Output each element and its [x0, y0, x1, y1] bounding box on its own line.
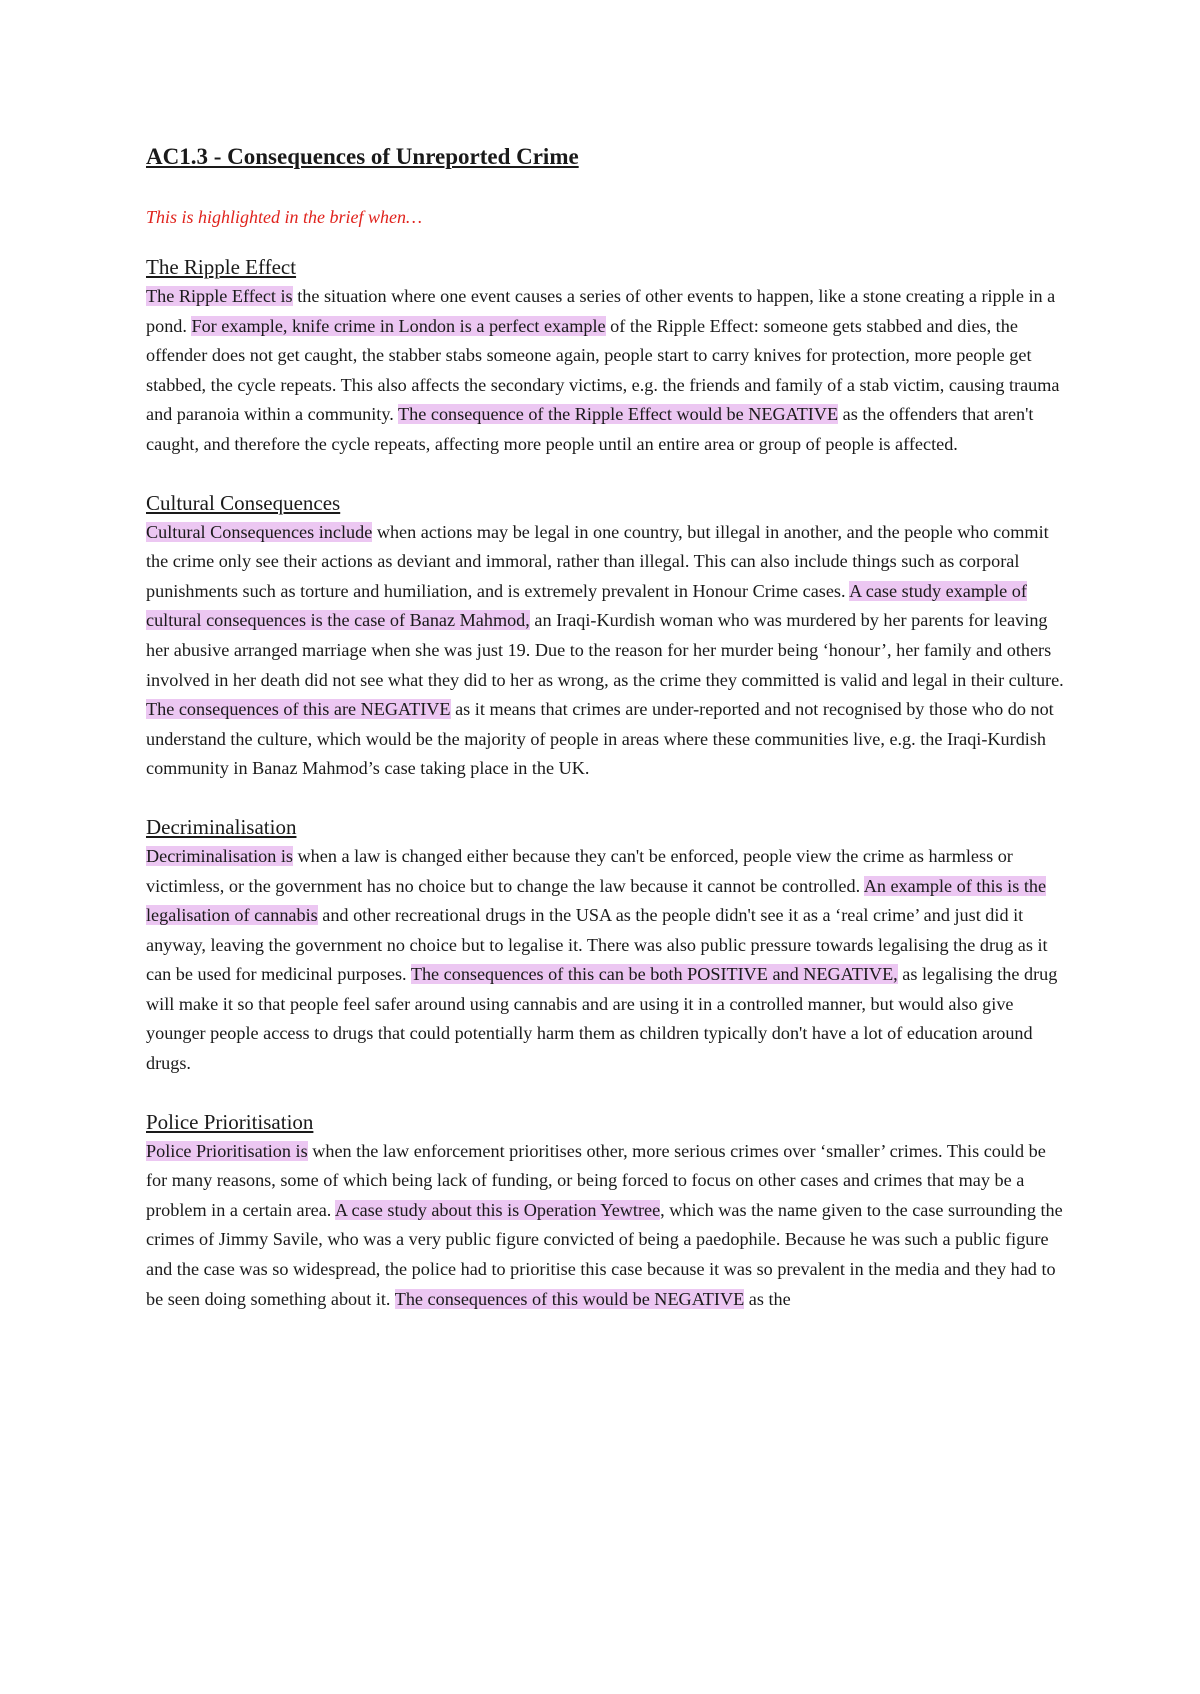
highlighted-text: An example of this is the legalisation of cannabis: [146, 875, 1047, 926]
highlighted-text: A case study about this is Operation Yewtree: [334, 1199, 661, 1220]
section-heading: Police Prioritisation: [146, 1109, 314, 1134]
body-text: when the law enforcement prioritises other, more serious crimes over ‘smaller’ crimes. This could be for many reasons, some of which being lack of funding, or being forced to focus on other cases and crimes that may be a problem in a certain area.: [146, 1140, 1046, 1220]
highlighted-text: Police Prioritisation is: [146, 1140, 308, 1161]
highlighted-text: The consequence of the Ripple Effect would be NEGATIVE: [398, 404, 839, 425]
body-text: as the offenders that aren't caught, and therefore the cycle repeats, affecting more people until an entire area or group of people is affected.: [146, 404, 1034, 454]
body-text: of the Ripple Effect: someone gets stabbed and dies, the offender does not get caught, the stabber stabs someone again, people start to carry knives for protection, more people get stabbed, the cycle repeats. This also affects the secondary victims, e.g. the friends and family of a stab victim, causing trauma and paranoia within a community.: [146, 315, 1060, 425]
document-title: AC1.3 - Consequences of Unreported Crime: [146, 144, 579, 169]
body-text: and other recreational drugs in the USA as the people didn't see it as a ‘real crime’ and just did it anyway, leaving the government no choice but to legalise it. There was also public pressure towards legalising the drug as it can be used for medicinal purposes.: [146, 905, 1048, 985]
highlighted-text: The consequences of this are NEGATIVE: [146, 699, 451, 720]
section-body: [146, 1137, 1066, 1315]
section-body: [146, 518, 1066, 784]
body-text: an Iraqi-Kurdish woman who was murdered by her parents for leaving her abusive arranged marriage when she was just 19. Due to the reason for her murder being ‘honour’, her family and others involved in her death did not see what they did to her as wrong, as the crime they committed is valid and legal in their culture.: [146, 610, 1064, 690]
body-text: when actions may be legal in one country, but illegal in another, and the people who commit the crime only see their actions as deviant and immoral, rather than illegal. This can also include things such as corporal punishments such as torture and humiliation, and is extremely prevalent in Honour Crime cases.: [146, 521, 1049, 601]
section-heading: The Ripple Effect: [146, 255, 297, 279]
highlighted-text: Decriminalisation is: [146, 845, 293, 866]
section-the-ripple-effect: [146, 252, 1066, 460]
section-police-prioritisation: [146, 1107, 1066, 1315]
sections-container: [146, 252, 1066, 1314]
document-subtitle: This is highlighted in the brief when…: [146, 207, 423, 227]
highlighted-text: A case study example of cultural consequences is the case of Banaz Mahmod,: [146, 580, 1027, 631]
highlighted-text: For example, knife crime in London is a perfect example: [191, 315, 606, 336]
highlighted-text: The consequences of this can be both POSITIVE and NEGATIVE,: [410, 964, 898, 985]
section-cultural-consequences: [146, 488, 1066, 784]
document-page: [146, 140, 1066, 1342]
body-text: as the: [744, 1288, 791, 1309]
section-decriminalisation: [146, 812, 1066, 1079]
section-heading: Cultural Consequences: [146, 490, 341, 515]
section-body: [146, 842, 1066, 1079]
section-heading: Decriminalisation: [146, 814, 297, 839]
highlighted-text: Cultural Consequences include: [146, 521, 373, 542]
body-text: as legalising the drug will make it so that people feel safer around using cannabis and are using it in a controlled manner, but would also give younger people access to drugs that could potentially harm them as children typically don't have a lot of education around drugs.: [146, 964, 1058, 1074]
highlighted-text: The consequences of this would be NEGATIVE: [394, 1288, 745, 1309]
highlighted-text: The Ripple Effect is: [146, 286, 293, 306]
body-text: , which was the name given to the case surrounding the crimes of Jimmy Savile, who was a very public figure convicted of being a paedophile. Because he was such a public figure and the case was so widespread, the police had to prioritise this case because it was so prevalent in the media and they had to be seen doing something about it.: [146, 1199, 1063, 1309]
body-text: as it means that crimes are under-reported and not recognised by those who do not understand the culture, which would be the majority of people in areas where these communities live, e.g. the Iraqi-Kurdish community in Banaz Mahmod’s case taking place in the UK.: [146, 699, 1054, 779]
body-text: when a law is changed either because they can't be enforced, people view the crime as harmless or victimless, or the government has no choice but to change the law because it cannot be controlled.: [146, 845, 1013, 896]
section-body: [146, 282, 1066, 460]
body-text: the situation where one event causes a series of other events to happen, like a stone creating a ripple in a pond.: [146, 286, 1056, 336]
